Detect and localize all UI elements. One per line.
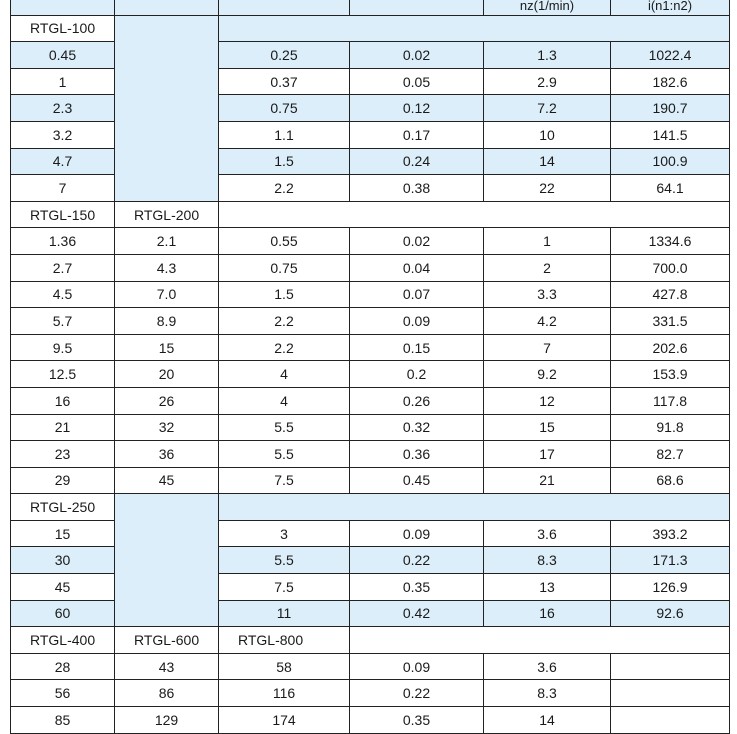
table-row	[11, 281, 730, 308]
table-cell: 29	[11, 467, 115, 494]
table-cell: 0.37	[219, 68, 350, 95]
table-cell: 43	[115, 653, 219, 680]
table-cell: 3.6	[484, 653, 611, 680]
table-cell: 0.02	[350, 42, 484, 69]
label-row-fill	[219, 494, 730, 521]
table-cell	[611, 653, 730, 680]
table-cell: 3	[219, 520, 350, 547]
table-cell: 0.45	[350, 467, 484, 494]
table-cell: 2.2	[219, 334, 350, 361]
header-cell-nz: nz(1/min)	[484, 0, 611, 15]
table-cell: 0.04	[350, 254, 484, 281]
table-cell: 7.5	[219, 574, 350, 601]
table-cell: 0.26	[350, 387, 484, 414]
table-cell: 0.75	[219, 95, 350, 122]
table-cell: 0.75	[219, 254, 350, 281]
table-cell: 700.0	[611, 254, 730, 281]
table-cell: 7	[11, 175, 115, 202]
table-cell: 117.8	[611, 387, 730, 414]
table-cell: 4	[219, 387, 350, 414]
table-cell: 2	[484, 254, 611, 281]
table-row	[11, 680, 730, 707]
table-cell: 15	[115, 334, 219, 361]
table-row	[11, 653, 730, 680]
table-row	[11, 361, 730, 388]
table-cell: 14	[484, 707, 611, 734]
table-cell: 15	[484, 414, 611, 441]
spec-table-container	[10, 0, 730, 734]
model-label-row	[11, 201, 730, 228]
table-cell: 427.8	[611, 281, 730, 308]
table-cell: 12	[484, 387, 611, 414]
table-cell: 7.2	[484, 95, 611, 122]
table-cell: 9.2	[484, 361, 611, 388]
model-label: RTGL-800	[219, 627, 350, 654]
label-row-fill	[219, 15, 730, 42]
table-cell: 2.9	[484, 68, 611, 95]
table-cell: 100.9	[611, 148, 730, 175]
table-cell: 21	[11, 414, 115, 441]
table-cell: 0.05	[350, 68, 484, 95]
header-cell	[11, 0, 115, 15]
table-cell: 174	[219, 707, 350, 734]
table-cell: 26	[115, 387, 219, 414]
table-cell: 1.5	[219, 281, 350, 308]
table-cell: 4.2	[484, 308, 611, 335]
table-cell: 7.0	[115, 281, 219, 308]
table-cell: 7	[484, 334, 611, 361]
table-cell: 1.5	[219, 148, 350, 175]
header-cell	[350, 0, 484, 15]
table-cell: 0.55	[219, 228, 350, 255]
table-cell: 0.17	[350, 121, 484, 148]
table-cell: 5.5	[219, 547, 350, 574]
table-cell: 15	[11, 520, 115, 547]
table-cell: 13	[484, 574, 611, 601]
table-cell: 4.3	[115, 254, 219, 281]
table-cell: 0.24	[350, 148, 484, 175]
table-cell: 3.3	[484, 281, 611, 308]
table-cell: 10	[484, 121, 611, 148]
table-cell: 16	[484, 600, 611, 627]
table-row	[11, 707, 730, 734]
table-row	[11, 387, 730, 414]
table-cell: 5.7	[11, 308, 115, 335]
model-label: RTGL-200	[115, 201, 219, 228]
table-cell: 1.3	[484, 42, 611, 69]
table-cell: 1.36	[11, 228, 115, 255]
table-cell: 3.2	[11, 121, 115, 148]
table-cell: 28	[11, 653, 115, 680]
table-cell: 1	[484, 228, 611, 255]
table-cell: 0.07	[350, 281, 484, 308]
table-cell: 129	[115, 707, 219, 734]
table-cell: 17	[484, 441, 611, 468]
table-cell: 0.22	[350, 680, 484, 707]
table-cell: 8.3	[484, 680, 611, 707]
table-cell: 0.35	[350, 707, 484, 734]
table-cell: 2.2	[219, 308, 350, 335]
table-cell: 16	[11, 387, 115, 414]
table-cell: 7.5	[219, 467, 350, 494]
table-cell: 0.22	[350, 547, 484, 574]
table-cell: 45	[11, 574, 115, 601]
table-cell: 116	[219, 680, 350, 707]
table-cell: 141.5	[611, 121, 730, 148]
table-cell: 58	[219, 653, 350, 680]
table-cell: 0.36	[350, 441, 484, 468]
table-cell: 202.6	[611, 334, 730, 361]
table-cell: 190.7	[611, 95, 730, 122]
table-row	[11, 308, 730, 335]
table-cell: 0.35	[350, 574, 484, 601]
model-label-row	[11, 15, 730, 42]
table-cell: 0.09	[350, 653, 484, 680]
spec-table	[10, 0, 730, 734]
table-cell: 0.09	[350, 520, 484, 547]
model-label-row	[11, 494, 730, 521]
table-cell: 68.6	[611, 467, 730, 494]
table-cell: 60	[11, 600, 115, 627]
model-label: RTGL-400	[11, 627, 115, 654]
table-cell: 9.5	[11, 334, 115, 361]
table-cell: 126.9	[611, 574, 730, 601]
table-cell: 20	[115, 361, 219, 388]
table-cell: 4	[219, 361, 350, 388]
model-label: RTGL-600	[115, 627, 219, 654]
header-cell	[115, 0, 219, 15]
table-cell: 2.1	[115, 228, 219, 255]
table-cell: 5.5	[219, 414, 350, 441]
table-cell: 22	[484, 175, 611, 202]
merged-cell	[115, 494, 219, 627]
table-cell: 0.38	[350, 175, 484, 202]
model-label: RTGL-100	[11, 15, 115, 42]
table-cell: 30	[11, 547, 115, 574]
table-row	[11, 334, 730, 361]
table-cell: 8.3	[484, 547, 611, 574]
table-cell: 2.7	[11, 254, 115, 281]
table-cell: 0.42	[350, 600, 484, 627]
table-cell: 5.5	[219, 441, 350, 468]
table-cell	[611, 707, 730, 734]
table-cell: 1	[11, 68, 115, 95]
table-cell: 12.5	[11, 361, 115, 388]
header-cell-ratio: i(n1:n2)	[611, 0, 730, 15]
table-cell: 8.9	[115, 308, 219, 335]
table-row	[11, 414, 730, 441]
table-cell: 1.1	[219, 121, 350, 148]
table-cell: 11	[219, 600, 350, 627]
model-label: RTGL-150	[11, 201, 115, 228]
table-cell: 1022.4	[611, 42, 730, 69]
table-cell: 36	[115, 441, 219, 468]
table-cell: 2.2	[219, 175, 350, 202]
table-cell: 153.9	[611, 361, 730, 388]
table-cell: 21	[484, 467, 611, 494]
header-cell	[219, 0, 350, 15]
table-cell: 0.02	[350, 228, 484, 255]
label-row-fill	[350, 627, 730, 654]
table-cell: 182.6	[611, 68, 730, 95]
table-cell: 64.1	[611, 175, 730, 202]
table-cell: 171.3	[611, 547, 730, 574]
table-cell: 0.45	[11, 42, 115, 69]
table-cell: 85	[11, 707, 115, 734]
table-cell: 4.5	[11, 281, 115, 308]
table-cell: 0.32	[350, 414, 484, 441]
table-cell: 0.15	[350, 334, 484, 361]
table-cell: 56	[11, 680, 115, 707]
table-cell: 4.7	[11, 148, 115, 175]
model-label: RTGL-250	[11, 494, 115, 521]
table-cell: 0.12	[350, 95, 484, 122]
table-cell: 0.25	[219, 42, 350, 69]
table-cell	[611, 680, 730, 707]
header-row	[11, 0, 730, 15]
table-row	[11, 228, 730, 255]
table-cell: 393.2	[611, 520, 730, 547]
table-cell: 3.6	[484, 520, 611, 547]
table-cell: 92.6	[611, 600, 730, 627]
label-row-fill	[219, 201, 730, 228]
table-row	[11, 441, 730, 468]
table-cell: 45	[115, 467, 219, 494]
table-cell: 82.7	[611, 441, 730, 468]
table-cell: 86	[115, 680, 219, 707]
model-label-row	[11, 627, 730, 654]
table-cell: 23	[11, 441, 115, 468]
table-cell: 0.09	[350, 308, 484, 335]
table-cell: 0.2	[350, 361, 484, 388]
table-cell: 1334.6	[611, 228, 730, 255]
table-row	[11, 254, 730, 281]
table-cell: 91.8	[611, 414, 730, 441]
table-cell: 32	[115, 414, 219, 441]
table-row	[11, 467, 730, 494]
table-cell: 2.3	[11, 95, 115, 122]
table-cell: 331.5	[611, 308, 730, 335]
merged-cell	[115, 15, 219, 201]
table-cell: 14	[484, 148, 611, 175]
